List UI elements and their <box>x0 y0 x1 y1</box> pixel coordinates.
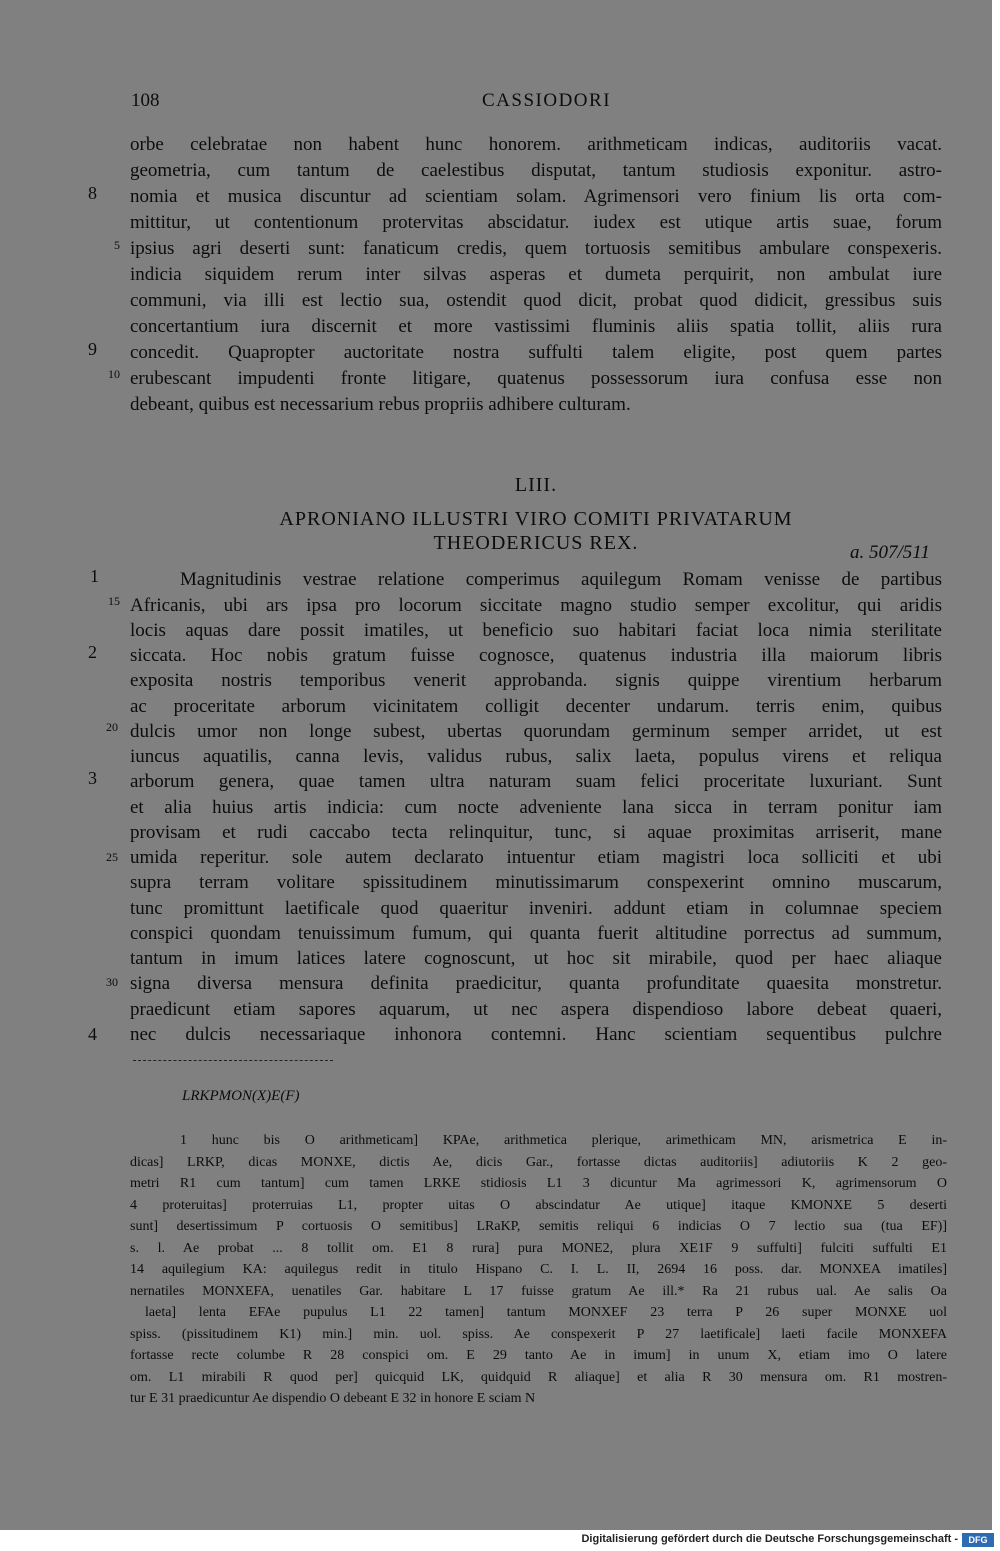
letter-line: supra terram volitare spissitudinem minutissimarum conspexerint omnino muscarum, <box>130 872 942 893</box>
margin-line-number: 20 <box>106 720 118 734</box>
text-line: geometria, cum tantum de caelestibus disputat, tantum studiosis exponitur. astro- <box>130 160 942 181</box>
letter-line: signa diversa mensura definita praedicitur, quanta profunditate quaesita monstretur. <box>130 973 942 994</box>
apparatus-line: metri R1 cum tantum] cum tamen LRKE stidiosis L1 3 dicuntur Ma agrimessori K, agrimensorum O <box>130 1176 947 1191</box>
text-line: concertantium iura discernit et more vastissimi fluminis aliis spatia tollit, aliis rura <box>130 316 942 337</box>
text-line: mittitur, ut contentionum protervitas abscidatur. iudex est utique artis suae, forum <box>130 212 942 233</box>
text-line: ipsius agri deserti sunt: fanaticum credis, quem tortuosis semitibus ambulare conspexeris. <box>130 238 942 259</box>
margin-line-number: 2 <box>88 642 97 662</box>
apparatus-line: sunt] desertissimum P cortuosis O semitibus] LRaKP, semitis reliqui 6 indicias O 7 lectio sua (tua EF)] <box>130 1219 947 1234</box>
letter-line: conspici quondam tenuissimum fumum, qui quanta fuerit altitudine porrectus ad summum, <box>130 923 942 944</box>
text-line: indicia siquidem rerum inter silvas asperas et dumeta perquirit, non ambulat iure <box>130 264 942 285</box>
letter-line: dulcis umor non longe subest, ubertas quorundam germinum semper arridet, ut est <box>130 721 942 742</box>
margin-line-number: 25 <box>106 850 118 864</box>
letter-date: a. 507/511 <box>850 542 930 563</box>
letter-line: nec dulcis necessariaque inhonora contemni. Hanc scientiam sequentibus pulchre <box>130 1024 942 1045</box>
letter-line: arborum genera, quae tamen ultra naturam suam felici proceritate luxuriant. Sunt <box>130 771 942 792</box>
text-line: nomia et musica discuntur ad scientiam solam. Agrimensori vero finium lis orta com- <box>130 186 942 207</box>
letter-line: praedicunt etiam sapores aquarum, ut nec aspera dispendioso labore debeat quaeri, <box>130 999 942 1020</box>
letter-line: siccata. Hoc nobis gratum fuisse cognosce, quatenus industria illa maiorum libris <box>130 645 942 666</box>
apparatus-line: s. l. Ae probat ... 8 tollit om. E1 8 rura] pura MONE2, plura XE1F 9 suffulti] fulciti suffulti E1 <box>130 1241 947 1256</box>
margin-line-number: 3 <box>88 768 97 788</box>
apparatus-line: 14 aquilegium KA: aquilegus redit in titulo Hispano C. I. L. II, 2694 16 poss. dar. MONXEA imatiles] <box>130 1262 947 1277</box>
margin-line-number: 8 <box>88 183 97 203</box>
apparatus-line: 1 hunc bis O arithmeticam] KPAe, arithmetica plerique, arimethicam MN, arismetrica E in- <box>180 1133 947 1148</box>
text-line: concedit. Quapropter auctoritate nostra suffulti talem eligite, post quem partes <box>130 342 942 363</box>
text-line: orbe celebratae non habent hunc honorem. arithmeticam indicas, auditoriis vacat. <box>130 134 942 155</box>
letter-line: et alia huius artis indicia: cum nocte adveniente lana sicca in terram ponitur iam <box>130 797 942 818</box>
letter-line: umida reperitur. sole autem declarato intuentur etiam magistri loca solliciti et ubi <box>130 847 942 868</box>
apparatus-line: nernatiles MONXEFA, uenatiles Gar. habitare L 17 fuisse gratum Ae ill.* Ra 21 rubus ual. Ae salis Oa <box>130 1284 947 1299</box>
margin-line-number: 9 <box>88 339 97 359</box>
running-title: CASSIODORI <box>482 90 612 111</box>
apparatus-line: om. L1 mirabili R quod per] quicquid LK, quidquid R aliaque] et alia R 30 mensura om. R1 mostren- <box>130 1370 947 1385</box>
text-line: debeant, quibus est necessarium rebus propriis adhibere culturam. <box>130 394 631 415</box>
apparatus-line: fortasse recte columbe R 28 conspici om. E 29 tanto Ae in imum] in unum X, etiam imo O latere <box>130 1348 947 1363</box>
margin-line-number: 30 <box>106 975 118 989</box>
apparatus-line: tur E 31 praedicuntur Ae dispendio O debeant E 32 in honore E sciam N <box>130 1391 536 1406</box>
letter-line: provisam et rudi caccabo tecta relinquitur, tunc, si aquae proximitas arriserit, mane <box>130 822 942 843</box>
letter-heading: APRONIANO ILLUSTRI VIRO COMITI PRIVATARUM <box>279 508 793 530</box>
letter-line: locis aquas dare possit imatiles, ut beneficio suo habitari faciat loca nimia sterilitate <box>130 620 942 641</box>
footnote-divider <box>133 1060 333 1061</box>
margin-line-number: 5 <box>114 238 120 252</box>
letter-number: LIII. <box>514 474 558 496</box>
letter-line: ac proceritate arborum vicinitatem colligit decenter undarum. terris enim, quibus <box>130 696 942 717</box>
letter-line: Africanis, ubi ars ipsa pro locorum siccitate magno studio semper excolitur, qui aridis <box>130 595 942 616</box>
apparatus-line: laeta] lenta EFAe pupulus L1 22 tamen] tantum MONXEF 23 terra P 26 super MONXE uol <box>145 1305 947 1320</box>
footer-bar <box>0 1530 1000 1551</box>
letter-line: exposita nostris temporibus venerit approbanda. signis quippe virentium herbarum <box>130 670 942 691</box>
apparatus-line: 4 proteruitas] proterruias L1, propter uitas O abscindatur Ae utique] itaque KMONXE 5 deserti <box>130 1198 947 1213</box>
page-number: 108 <box>131 90 160 111</box>
text-line: communi, via illi est lectio sua, ostendit quod dicit, probat quod didicit, gressibus suis <box>130 290 942 311</box>
letter-line: tantum in imum latices latere cognoscunt, ut hoc sit mirabile, quod per haec aliaque <box>130 948 942 969</box>
margin-line-number: 1 <box>90 566 99 586</box>
margin-line-number: 15 <box>108 594 120 608</box>
margin-line-number: 10 <box>108 367 120 381</box>
funding-credit: Digitalisierung gefördert durch die Deutsche Forschungsgemeinschaft - <box>581 1533 958 1545</box>
text-line: erubescant impudenti fronte litigare, quatenus possessorum iura confusa esse non <box>130 368 942 389</box>
letter-line: iuncus aquatilis, canna levis, validus rubus, salix laeta, populus virens et reliqua <box>130 746 942 767</box>
letter-heading: THEODERICUS REX. <box>433 532 639 554</box>
apparatus-line: dicas] LRKP, dicas MONXE, dictis Ae, dicis Gar., fortasse dictas auditoriis] adiutoriis K 2 geo- <box>130 1155 947 1170</box>
manuscript-sigla: LRKPMON(X)E(F) <box>182 1088 300 1104</box>
margin-line-number: 4 <box>88 1024 97 1044</box>
apparatus-line: spiss. (pissitudinem K1) min.] min. uol. spiss. Ae conspexerit P 27 laetificale] laeti facile MONXEFA <box>130 1327 947 1342</box>
letter-line: tunc promittunt laetificale quod quaeritur inveniri. addunt etiam in columnae speciem <box>130 898 942 919</box>
letter-line: Magnitudinis vestrae relatione comperimus aquilegum Romam venisse de partibus <box>180 569 942 590</box>
dfg-logo: DFG <box>962 1533 994 1547</box>
